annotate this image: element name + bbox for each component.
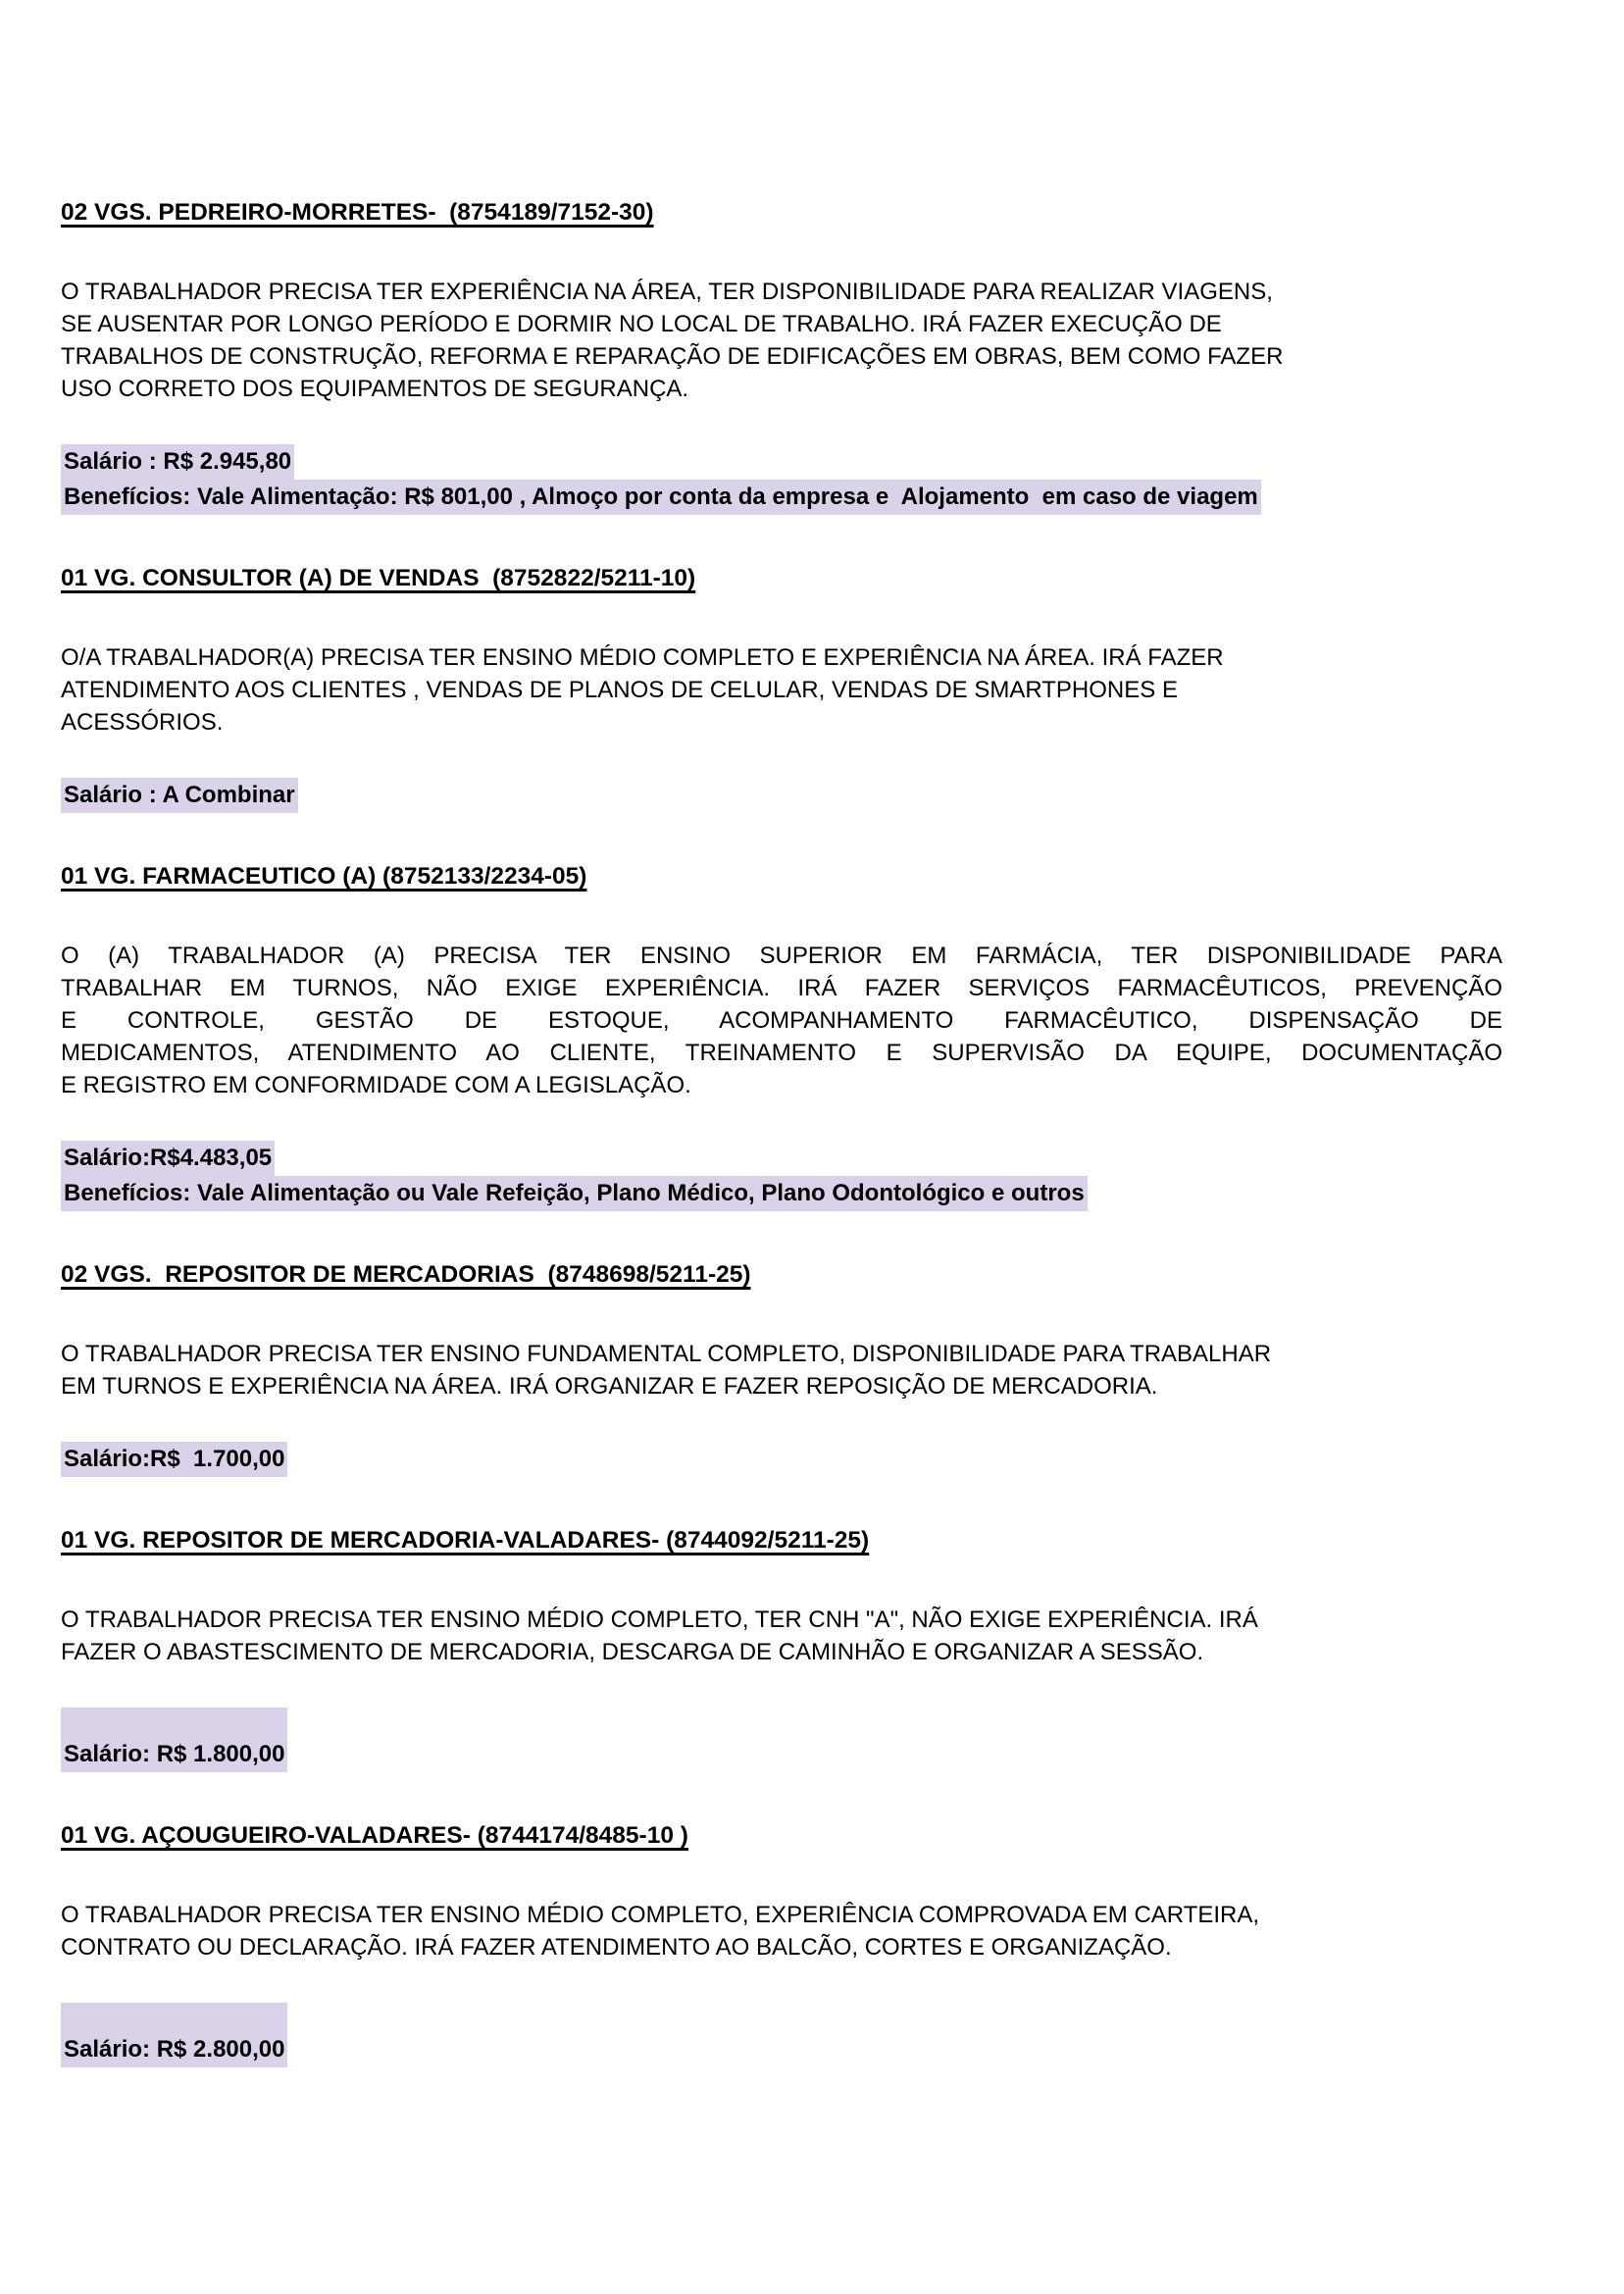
salary-highlight: Salário:R$4.483,05 [61, 1141, 275, 1176]
highlighted-empty-line [64, 2006, 284, 2035]
job-section-acougueiro [61, 1819, 1502, 2067]
salary-info [61, 2003, 1502, 2067]
text-line: EM TURNOS E EXPERIÊNCIA NA ÁREA. IRÁ ORGANIZAR E FAZER REPOSIÇÃO DE MERCADORIA. [61, 1373, 1158, 1400]
text-line: TRABALHAR EM TURNOS, NÃO EXIGE EXPERIÊNCIA. IRÁ FAZER SERVIÇOS FARMACÊUTICOS, PREVENÇÃO [61, 975, 1502, 1001]
job-heading: 01 VG. FARMACEUTICO (A) (8752133/2234-05) [61, 863, 587, 890]
text-line: O TRABALHADOR PRECISA TER EXPERIÊNCIA NA ÁREA, TER DISPONIBILIDADE PARA REALIZAR VIAGENS, [61, 279, 1273, 305]
job-description [61, 1338, 1502, 1402]
salary-highlight-box [61, 2003, 287, 2067]
text-line: E CONTROLE, GESTÃO DE ESTOQUE, ACOMPANHAMENTO FARMACÊUTICO, DISPENSAÇÃO DE [61, 1007, 1502, 1034]
job-heading: 02 VGS. REPOSITOR DE MERCADORIAS (8748698/5211-25) [61, 1261, 751, 1288]
salary-info [61, 1708, 1502, 1772]
salary-line [61, 444, 1502, 480]
job-description [61, 1604, 1502, 1668]
text-line: FAZER O ABASTESCIMENTO DE MERCADORIA, DESCARGA DE CAMINHÃO E ORGANIZAR A SESSÃO. [61, 1639, 1204, 1665]
job-section-repositor-valadares [61, 1524, 1502, 1772]
salary-highlight: Salário:R$ 1.700,00 [61, 1442, 287, 1477]
benefits-highlight: Benefícios: Vale Alimentação: R$ 801,00 , Almoço por conta da empresa e Alojamento em caso de viagem [61, 480, 1261, 515]
text-line: ACESSÓRIOS. [61, 709, 224, 736]
text-line: MEDICAMENTOS, ATENDIMENTO AO CLIENTE, TREINAMENTO E SUPERVISÃO DA EQUIPE, DOCUMENTAÇÃO [61, 1040, 1502, 1066]
salary-line [61, 778, 1502, 813]
salary-info [61, 1442, 1502, 1477]
text-line: O TRABALHADOR PRECISA TER ENSINO MÉDIO COMPLETO, EXPERIÊNCIA COMPROVADA EM CARTEIRA, [61, 1902, 1260, 1928]
salary-info [61, 1141, 1502, 1211]
job-description [61, 276, 1502, 405]
job-heading: 01 VG. AÇOUGUEIRO-VALADARES- (8744174/8485-10 ) [61, 1822, 688, 1849]
benefits-highlight: Benefícios: Vale Alimentação ou Vale Refeição, Plano Médico, Plano Odontológico e outros [61, 1176, 1088, 1211]
highlighted-empty-line [64, 1710, 284, 1740]
text-line: CONTRATO OU DECLARAÇÃO. IRÁ FAZER ATENDIMENTO AO BALCÃO, CORTES E ORGANIZAÇÃO. [61, 1934, 1172, 1961]
salary-info [61, 444, 1502, 515]
benefits-line [61, 480, 1502, 515]
salary-highlight: Salário : A Combinar [61, 778, 298, 813]
job-description [61, 940, 1502, 1101]
salary-highlight-box [61, 1708, 287, 1772]
job-section-pedreiro [61, 196, 1502, 515]
salary-info [61, 778, 1502, 813]
text-line: SE AUSENTAR POR LONGO PERÍODO E DORMIR NO LOCAL DE TRABALHO. IRÁ FAZER EXECUÇÃO DE [61, 311, 1222, 337]
job-section-farmaceutico [61, 860, 1502, 1211]
text-line: O/A TRABALHADOR(A) PRECISA TER ENSINO MÉDIO COMPLETO E EXPERIÊNCIA NA ÁREA. IRÁ FAZER [61, 644, 1224, 671]
document-content [61, 196, 1502, 2067]
text-line: USO CORRETO DOS EQUIPAMENTOS DE SEGURANÇA. [61, 376, 689, 402]
text-line: ATENDIMENTO AOS CLIENTES , VENDAS DE PLANOS DE CELULAR, VENDAS DE SMARTPHONES E [61, 677, 1178, 703]
job-section-repositor [61, 1258, 1502, 1477]
salary-highlight: Salário: R$ 2.800,00 [64, 2036, 285, 2063]
salary-line [61, 1141, 1502, 1176]
text-line: O TRABALHADOR PRECISA TER ENSINO MÉDIO COMPLETO, TER CNH "A", NÃO EXIGE EXPERIÊNCIA. IRÁ [61, 1606, 1258, 1633]
job-description [61, 1899, 1502, 1963]
benefits-line [61, 1176, 1502, 1211]
salary-highlight: Salário: R$ 1.800,00 [64, 1741, 285, 1767]
job-heading: 02 VGS. PEDREIRO-MORRETES- (8754189/7152-30) [61, 199, 654, 226]
salary-line [61, 1442, 1502, 1477]
text-line: O TRABALHADOR PRECISA TER ENSINO FUNDAMENTAL COMPLETO, DISPONIBILIDADE PARA TRABALHAR [61, 1341, 1272, 1367]
salary-highlight: Salário : R$ 2.945,80 [61, 444, 294, 480]
job-heading: 01 VG. CONSULTOR (A) DE VENDAS (8752822/5211-10) [61, 565, 696, 591]
text-line: TRABALHOS DE CONSTRUÇÃO, REFORMA E REPARAÇÃO DE EDIFICAÇÕES EM OBRAS, BEM COMO FAZER [61, 343, 1284, 370]
job-section-consultor [61, 562, 1502, 813]
text-line: E REGISTRO EM CONFORMIDADE COM A LEGISLAÇÃO. [61, 1072, 691, 1098]
job-description [61, 641, 1502, 739]
text-line: O (A) TRABALHADOR (A) PRECISA TER ENSINO SUPERIOR EM FARMÁCIA, TER DISPONIBILIDADE PARA [61, 943, 1502, 969]
job-heading: 01 VG. REPOSITOR DE MERCADORIA-VALADARES- (8744092/5211-25) [61, 1527, 870, 1554]
